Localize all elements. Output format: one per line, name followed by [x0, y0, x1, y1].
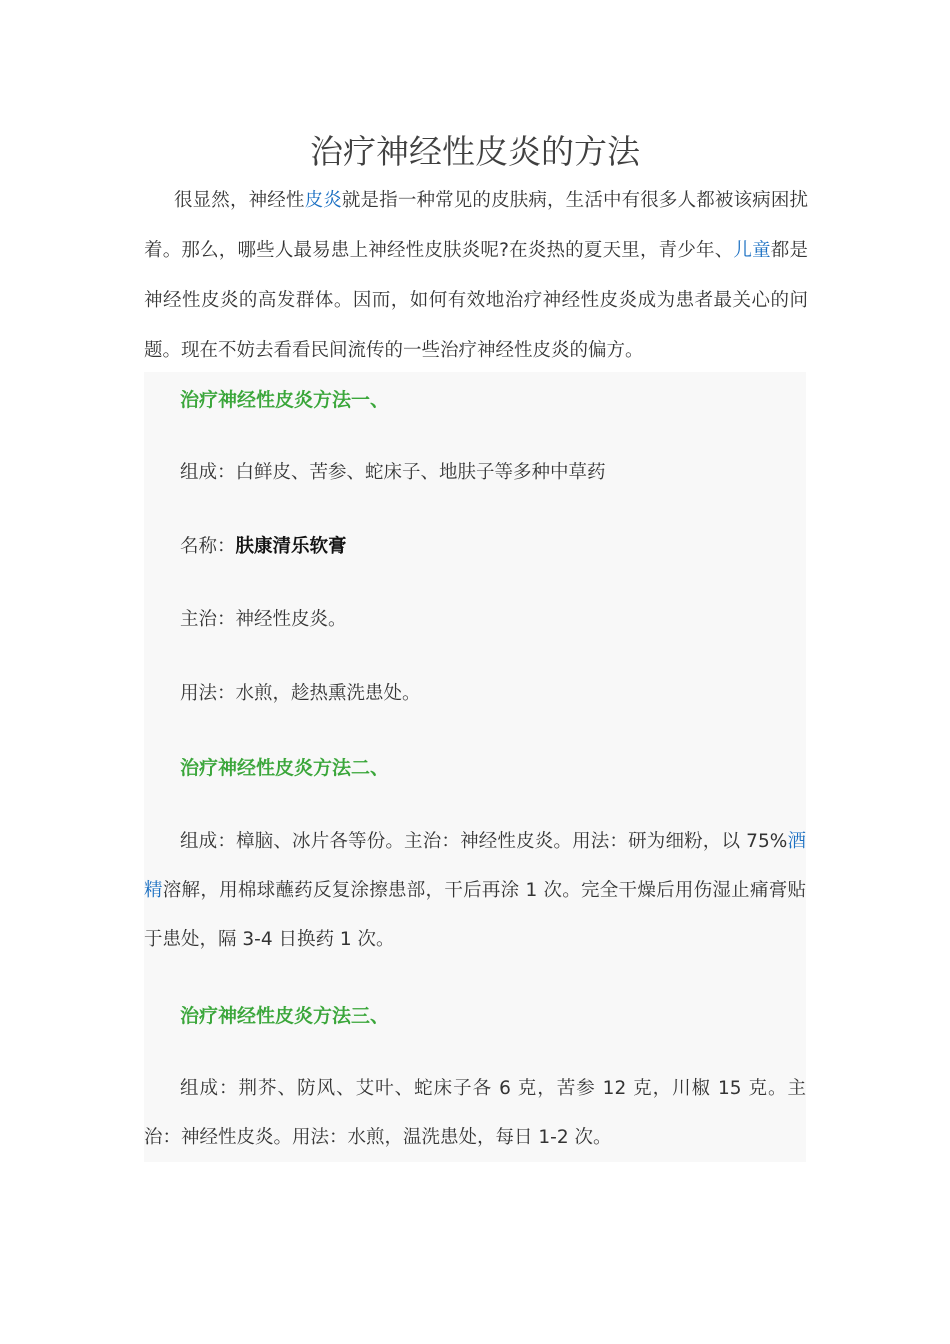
methods-panel [144, 372, 806, 1162]
link-children[interactable]: 儿童 [733, 240, 771, 261]
intro-text-2: 就是指一种常见的皮肤病，生活中有很多人都被该病困扰着。那么，哪些人最易患上神经性皮肤炎呢?在炎热的夏天里，青少年、 [144, 190, 808, 261]
method-1-name-value: 肤康清乐软膏 [235, 536, 347, 557]
method-1-composition: 组成：白鲜皮、苦参、蛇床子、地肤子等多种中草药 [180, 462, 606, 483]
method-2-text-2: 溶解，用棉球蘸药反复涂擦患部，干后再涂 1 次。完全干燥后用伤湿止痛膏贴于患处，隔 3-4 日换药 1 次。 [144, 880, 806, 950]
method-2-text-1: 组成：樟脑、冰片各等份。主治：神经性皮炎。用法：研为细粉，以 75% [180, 831, 788, 852]
method-3-heading: 治疗神经性皮炎方法三、 [180, 1005, 390, 1027]
method-1-name-label: 名称： [180, 536, 236, 557]
intro-paragraph [144, 176, 808, 376]
method-1-heading: 治疗神经性皮炎方法一、 [180, 389, 390, 411]
method-3-paragraph: 组成：荆芥、防风、艾叶、蛇床子各 6 克，苦参 12 克，川椒 15 克。主治：神经性皮炎。用法：水煎，温洗患处，每日 1-2 次。 [144, 1078, 806, 1148]
link-dermatitis[interactable]: 皮炎 [304, 190, 342, 211]
intro-text-1: 很显然，神经性 [174, 190, 305, 211]
method-1-name [180, 532, 347, 562]
method-1-usage: 用法：水煎，趁热熏洗患处。 [180, 683, 421, 704]
intro-text-3: 都是神经性皮炎的高发群体。因而，如何有效地治疗神经性皮炎成为患者最关心的问题。现在不妨去看看民间流传的一些治疗神经性皮炎的偏方。 [144, 240, 808, 361]
link-alcohol[interactable]: 酒精 [144, 831, 806, 901]
method-2-heading: 治疗神经性皮炎方法二、 [180, 757, 390, 779]
page-title: 治疗神经性皮炎的方法 [310, 132, 640, 171]
method-1-indication: 主治：神经性皮炎。 [180, 609, 347, 630]
method-2-paragraph [144, 817, 806, 964]
